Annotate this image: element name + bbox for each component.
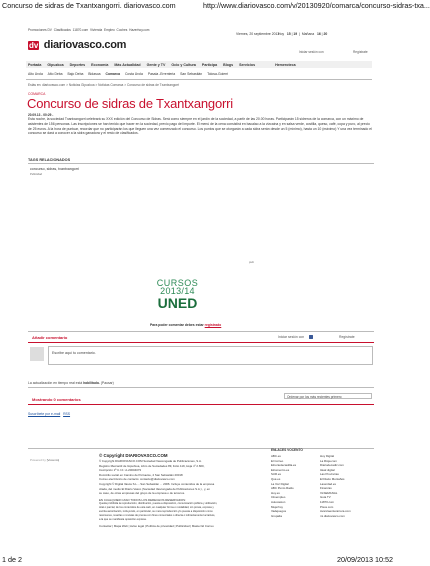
- showing-comments: Mostrando 0 comentarios: [32, 397, 81, 402]
- status-divider: [28, 387, 374, 388]
- footer-bottom-links[interactable]: Contactar | Mapa Web | Aviso legal | Política de privacidad | Publicidad | Master El Correo: [99, 524, 214, 529]
- vocento-logo[interactable]: [Vocento]: [46, 458, 60, 462]
- print-header-url: http://www.diariovasco.com/v/20130920/comarca/concurso-sidras-txa...: [203, 1, 430, 10]
- subnav-item[interactable]: Tolosa-Goierri: [207, 72, 229, 76]
- enlace-link[interactable]: Autocasion: [271, 499, 286, 504]
- footer-divider: [28, 448, 374, 449]
- top-link[interactable]: Empleo: [103, 28, 115, 32]
- nav-item-participa[interactable]: Participa: [201, 62, 218, 67]
- enlace-link[interactable]: El Diario Montañés: [320, 476, 345, 481]
- nav-item-blogs[interactable]: Blogs: [223, 62, 234, 67]
- enlace-link[interactable]: Pisos.com: [320, 504, 334, 509]
- logo-name: diariovasco.com: [43, 39, 127, 51]
- enlaces-heading: ENLACES VOCENTO: [271, 448, 303, 452]
- nav-item-ocio-cultura[interactable]: Ocio y Cultura: [171, 62, 196, 67]
- print-header-title: Concurso de sidras de Txantxangorri. diariovasco.com: [2, 1, 176, 10]
- nav-item-gente-tv[interactable]: Gente y TV: [146, 62, 166, 67]
- enlace-link[interactable]: Mujerhoy: [271, 504, 283, 509]
- rss-link[interactable]: RSS: [63, 412, 71, 416]
- print-footer-page: 1 de 2: [2, 555, 22, 564]
- top-link[interactable]: Clasificados: [53, 28, 71, 32]
- subnav-item[interactable]: Alto Deba: [47, 72, 63, 76]
- nav-item-mas-actualidad[interactable]: Más Actualidad: [114, 62, 141, 67]
- comment-placeholder: Escribe aquí tu comentario.: [52, 351, 96, 355]
- enlace-link[interactable]: Finanzas: [320, 486, 332, 491]
- enlace-link[interactable]: ABC.es: [271, 454, 281, 458]
- subnav-item[interactable]: Alto Urola: [28, 72, 43, 76]
- registrado-link[interactable]: registrado: [204, 323, 222, 327]
- ad-line2: 2013/14: [160, 286, 195, 296]
- enlace-link[interactable]: La Voz Digital: [271, 481, 289, 486]
- nav-item-servicios[interactable]: Servicios: [239, 62, 256, 67]
- tags-sub: Publicidad: [30, 173, 42, 176]
- enlace-link[interactable]: 11870.com: [320, 499, 335, 504]
- enlace-link[interactable]: Ideal digital: [320, 467, 335, 472]
- enlace-link[interactable]: Vadejuegos: [271, 509, 287, 514]
- enlace-link[interactable]: SUR.es: [271, 472, 281, 477]
- main-nav: [26, 61, 372, 68]
- footer-copyright: © Copyright DIARIOVASCO.COM © Copyright DIARIOVASCO.COM Sociedad Vascongada de Publicaciones, S.A. Registro Mercantil de Gipuzkoa, Libro de Sociedades 89, Folio 119, Hoja nº 2.660, Inscripción 1ª C.I.F.: A-20004073 Domicilio social en Camino de Portuetxe, 2 San Sebastián 20018 Correo electrónico de contacto: contacto@diariovasco.com Copyright © Digital Vasca S.L. - San Sebastián ... 2006. Incluye contenidos de la empresa citada, del medio El Diario Vasco (Sociedad Vascongada de Publicaciones S.A.) , y, en su caso, de otras empresas del grupo de la empresa o de terceros. EN CUALQUIER CASO TODOS LOS DERECHOS RESERVADOS: Queda prohibida la reproducción, distribución, puesta a disposición, comunicación pública y utilización, total o parcial, de los contenidos de esta web, en cualquier forma o modalidad, sin previa, expresa y escrita autorización, incluyendo, en particular, su mera reproducción y/o puesta a disposición como resúmenes, reseñas o revistas de prensa con fines comerciales o directa o indirectamente lucrativos, a la que se manifiesta oposición expresa. Contactar | Mapa Web | Aviso legal | Política de privacidad | Publicidad | Master El Correo: [99, 453, 271, 529]
- tags-divider: [28, 163, 374, 164]
- enlace-link[interactable]: ABC Punto Radio: [271, 486, 294, 491]
- nav-item-hemeroteca[interactable]: Hemeroteca: [275, 62, 296, 67]
- sub-nav: [28, 72, 232, 76]
- enlace-link[interactable]: Hoy.es: [271, 490, 280, 495]
- top-link[interactable]: Hazerhoy.com: [129, 28, 150, 32]
- powered-by: Powered by [Vocento]: [30, 458, 60, 462]
- comments-top-divider: [28, 331, 374, 332]
- register-link[interactable]: Regístrate: [353, 50, 368, 54]
- section-tag[interactable]: COMARCA: [28, 92, 46, 96]
- login-link[interactable]: Iniciar sesión con: [299, 50, 324, 54]
- print-footer-datetime: 20/09/2013 10:52: [337, 555, 393, 564]
- footer-copyright-title: © Copyright DIARIOVASCO.COM: [99, 453, 168, 458]
- enlaces-col1: [271, 454, 321, 518]
- enlace-link[interactable]: Laverdad.es: [320, 481, 336, 486]
- enlaces-col2: [320, 454, 376, 518]
- nav-item-portada[interactable]: Portada: [28, 62, 42, 67]
- ad-line1: CURSOS: [156, 278, 199, 288]
- logo-mark: dv: [29, 41, 39, 50]
- enlace-link[interactable]: XLSEMANAL: [320, 490, 338, 495]
- enlace-link[interactable]: Infoempleo: [271, 495, 286, 500]
- enlace-link[interactable]: Las Provincias: [320, 472, 339, 477]
- showing-red-line: [28, 404, 374, 405]
- top-link[interactable]: Coches: [116, 28, 128, 32]
- pause-link[interactable]: (Pausar): [100, 381, 114, 385]
- breadcrumb: Estás en: diariovasco.com > Noticias Gipuzkoa > Noticias Comarca > Concurso de sidras de Txantxangorri: [28, 83, 180, 87]
- tags-heading: TAGS RELACIONADOS: [28, 158, 71, 162]
- enlace-link[interactable]: Qué.es: [271, 476, 281, 481]
- order-select[interactable]: Ordenar por los más recientes primero: [284, 393, 372, 399]
- comments-red-line: [28, 342, 374, 343]
- enlace-link[interactable]: mi.diariovasco.com: [320, 513, 345, 518]
- subscribe-email-link[interactable]: Suscríbete por e-mail: [28, 412, 61, 416]
- top-link[interactable]: Promociones DV: [28, 28, 52, 32]
- article-body: Esta noche, la sociedad Txantxangorri celebrará su XXX edición del Concurso de Sidras. Será como siempre en el jardín de la sociedad, a partir de las 20.00 horas. Participarán 15 sidreros de la comarca, con un máximo de asistentes de 156 personas. Las inscripciones se han tenido que hacer en la sociedad, previo pago del importe. El menú de la cena consistirá en bacalao a la vizcaína y en salsa verde, costilla, queso, café, copa y puro, al precio de 25 euros. A la hora de puntuar, recordar que no participarán los que lleguen una vez comenzado el concurso. Los puntos que se otorgarán a cada sidra serán desde un 5 (mínimo), hasta un 10 (máximo) Y una vez terminado el concurso se dará a conocer a la sidra ganadora y el resto de clasificados.: [28, 117, 372, 136]
- subnav-item[interactable]: Bajo Deba: [67, 72, 84, 76]
- timestamp: 20.09.13 - 00:29 -: [28, 113, 54, 117]
- nav-item-gipuzkoa[interactable]: Gipuzkoa: [47, 62, 64, 67]
- enlace-link[interactable]: Elnortedecastilla.es: [271, 463, 297, 468]
- nav-item-economia[interactable]: Economía: [91, 62, 109, 67]
- facebook-icon[interactable]: [309, 335, 313, 339]
- weather-widget: Hoy 15 | 19 | Mañana 16 | 20: [278, 32, 328, 36]
- enlace-link[interactable]: Guía TV: [320, 495, 331, 500]
- ad-banner-uned[interactable]: [142, 278, 213, 312]
- enlace-link[interactable]: Grupalia: [271, 513, 282, 518]
- subnav-divider: [26, 79, 372, 80]
- top-links: [28, 28, 149, 32]
- headline: Concurso de sidras de Txantxangorri: [27, 96, 233, 111]
- comments-login[interactable]: Iniciar sesión con: [278, 335, 305, 339]
- site-logo[interactable]: [28, 35, 127, 51]
- subscribe-links: [28, 412, 70, 416]
- ad-line3: UNED: [157, 295, 198, 311]
- realtime-status: La actualización en tiempo real está habilitada. (Pausar): [28, 381, 114, 385]
- avatar: [30, 347, 44, 361]
- comment-login-note: Para poder comentar debes estar registrado: [150, 323, 222, 327]
- subnav-item[interactable]: Bidasoa: [88, 72, 101, 76]
- top-link[interactable]: 11870.com: [72, 28, 89, 32]
- enlace-link[interactable]: El Correo: [271, 458, 284, 463]
- enlace-link[interactable]: La Rioja.com: [320, 458, 337, 463]
- enlace-link[interactable]: Avanzaentucarrera.com: [320, 509, 351, 514]
- ad-label: pub: [249, 260, 255, 264]
- tags-list[interactable]: concurso, sidras, txantxangorri: [30, 167, 79, 171]
- subnav-item-active[interactable]: Comarca: [105, 72, 121, 76]
- top-link[interactable]: Vivienda: [90, 28, 103, 32]
- comment-input[interactable]: [48, 346, 373, 365]
- subnav-item[interactable]: Costa Urola: [124, 72, 143, 76]
- subnav-item[interactable]: San Sebastián: [180, 72, 203, 76]
- enlace-link[interactable]: Elcomercio.es: [271, 467, 290, 472]
- subnav-item[interactable]: Pasaia -Errenteria: [147, 72, 176, 76]
- nav-item-deportes[interactable]: Deportes: [69, 62, 86, 67]
- comments-register[interactable]: Regístrate: [339, 335, 355, 339]
- add-comment-label: Añadir comentario: [32, 335, 68, 340]
- date-text: Viernes, 20 septiembre 2013: [236, 32, 280, 36]
- enlace-link[interactable]: Hoy Digital: [320, 454, 334, 458]
- enlace-link[interactable]: Diariodecadiz.com: [320, 463, 344, 468]
